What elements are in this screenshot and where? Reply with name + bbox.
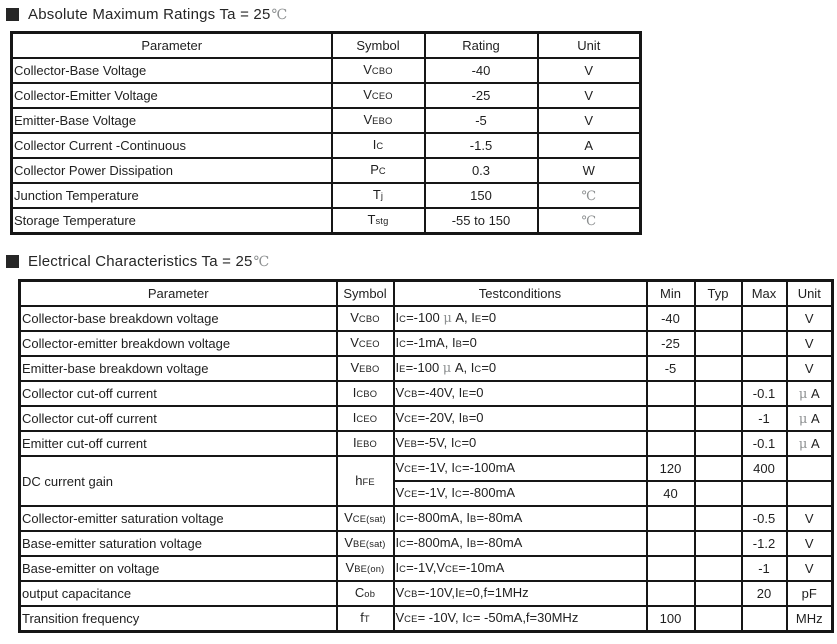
max-cell: -1 <box>742 556 787 581</box>
table-row <box>20 556 833 581</box>
min-cell: 120 <box>647 456 695 481</box>
symbol-cell: Tj <box>332 183 425 208</box>
testconditions-cell: VEB=-5V, IC=0 <box>394 431 647 456</box>
section-bullet-icon <box>6 255 19 268</box>
table-row <box>20 431 833 456</box>
typ-cell <box>695 406 742 431</box>
symbol-cell: VEBO <box>337 356 394 381</box>
min-cell <box>647 406 695 431</box>
symbol-cell: IC <box>332 133 425 158</box>
parameter-cell: Collector-Base Voltage <box>12 58 332 83</box>
unit-cell: V <box>538 83 641 108</box>
testconditions-cell: VCE=-20V, IB=0 <box>394 406 647 431</box>
typ-cell <box>695 556 742 581</box>
abs-max-title-text: Absolute Maximum Ratings Ta = 25 <box>28 6 271 23</box>
parameter-cell: Collector Power Dissipation <box>12 158 332 183</box>
column-header: Unit <box>787 281 833 307</box>
typ-cell <box>695 456 742 481</box>
min-cell: -5 <box>647 356 695 381</box>
min-cell: 100 <box>647 606 695 632</box>
table-row <box>20 306 833 331</box>
column-header: Typ <box>695 281 742 307</box>
unit-cell: ℃ <box>538 208 641 234</box>
rating-cell: 150 <box>425 183 538 208</box>
unit-cell: V <box>787 556 833 581</box>
table-row <box>20 381 833 406</box>
symbol-cell: VCEO <box>337 331 394 356</box>
rating-cell: -25 <box>425 83 538 108</box>
table-row <box>12 183 641 208</box>
symbol-cell: VCBO <box>337 306 394 331</box>
testconditions-cell: IE=-100 μ A, IC=0 <box>394 356 647 381</box>
rating-cell: -40 <box>425 58 538 83</box>
symbol-cell: VEBO <box>332 108 425 133</box>
unit-cell: pF <box>787 581 833 606</box>
parameter-cell: Collector-Emitter Voltage <box>12 83 332 108</box>
unit-cell: MHz <box>787 606 833 632</box>
parameter-cell: Transition frequency <box>20 606 337 632</box>
degree-celsius-symbol: ℃ <box>271 6 288 23</box>
typ-cell <box>695 431 742 456</box>
parameter-cell: DC current gain <box>20 456 337 506</box>
header-row <box>12 33 641 59</box>
column-header: Symbol <box>332 33 425 59</box>
symbol-cell: fT <box>337 606 394 632</box>
testconditions-cell: VCE= -10V, IC= -50mA,f=30MHz <box>394 606 647 632</box>
typ-cell <box>695 331 742 356</box>
table-row <box>20 531 833 556</box>
table-row <box>20 331 833 356</box>
table-row <box>12 108 641 133</box>
table-row <box>20 606 833 632</box>
unit-cell: μ A <box>787 406 833 431</box>
rating-cell: -55 to 150 <box>425 208 538 234</box>
column-header: Parameter <box>12 33 332 59</box>
elec-char-title-text: Electrical Characteristics Ta = 25 <box>28 253 253 270</box>
table-row <box>12 83 641 108</box>
min-cell <box>647 531 695 556</box>
degree-celsius-symbol: ℃ <box>253 253 270 270</box>
typ-cell <box>695 531 742 556</box>
elec-char-section-title <box>0 235 837 270</box>
symbol-cell: hFE <box>337 456 394 506</box>
parameter-cell: Storage Temperature <box>12 208 332 234</box>
unit-cell: V <box>538 108 641 133</box>
symbol-cell: PC <box>332 158 425 183</box>
testconditions-cell: IC=-1V,VCE=-10mA <box>394 556 647 581</box>
testconditions-cell: VCE=-1V, IC=-100mA <box>394 456 647 481</box>
parameter-cell: Collector-emitter breakdown voltage <box>20 331 337 356</box>
unit-cell: V <box>787 356 833 381</box>
symbol-cell: Cob <box>337 581 394 606</box>
parameter-cell: output capacitance <box>20 581 337 606</box>
max-cell: -1 <box>742 406 787 431</box>
parameter-cell: Collector cut-off current <box>20 381 337 406</box>
max-cell <box>742 331 787 356</box>
table-row <box>12 133 641 158</box>
max-cell <box>742 306 787 331</box>
typ-cell <box>695 356 742 381</box>
abs-max-table <box>10 31 642 235</box>
abs-max-section-title <box>0 0 837 23</box>
parameter-cell: Base-emitter on voltage <box>20 556 337 581</box>
parameter-cell: Emitter-base breakdown voltage <box>20 356 337 381</box>
symbol-cell: ICEO <box>337 406 394 431</box>
symbol-cell: VCE(sat) <box>337 506 394 531</box>
elec-char-table <box>18 279 834 633</box>
max-cell: -0.5 <box>742 506 787 531</box>
column-header: Unit <box>538 33 641 59</box>
typ-cell <box>695 381 742 406</box>
symbol-cell: VCBO <box>332 58 425 83</box>
parameter-cell: Junction Temperature <box>12 183 332 208</box>
testconditions-cell: IC=-1mA, IB=0 <box>394 331 647 356</box>
table-row <box>20 581 833 606</box>
unit-cell: W <box>538 158 641 183</box>
typ-cell <box>695 306 742 331</box>
max-cell: -1.2 <box>742 531 787 556</box>
typ-cell <box>695 481 742 506</box>
min-cell <box>647 506 695 531</box>
unit-cell: V <box>787 306 833 331</box>
parameter-cell: Emitter-Base Voltage <box>12 108 332 133</box>
rating-cell: -5 <box>425 108 538 133</box>
header-row <box>20 281 833 307</box>
rating-cell: -1.5 <box>425 133 538 158</box>
column-header: Rating <box>425 33 538 59</box>
symbol-cell: VBE(on) <box>337 556 394 581</box>
min-cell <box>647 556 695 581</box>
max-cell <box>742 356 787 381</box>
min-cell: 40 <box>647 481 695 506</box>
column-header: Symbol <box>337 281 394 307</box>
min-cell: -25 <box>647 331 695 356</box>
max-cell: -0.1 <box>742 381 787 406</box>
max-cell: -0.1 <box>742 431 787 456</box>
column-header: Parameter <box>20 281 337 307</box>
parameter-cell: Base-emitter saturation voltage <box>20 531 337 556</box>
max-cell <box>742 481 787 506</box>
table-row <box>20 456 833 481</box>
rating-cell: 0.3 <box>425 158 538 183</box>
min-cell <box>647 431 695 456</box>
parameter-cell: Emitter cut-off current <box>20 431 337 456</box>
testconditions-cell: VCE=-1V, IC=-800mA <box>394 481 647 506</box>
min-cell <box>647 581 695 606</box>
typ-cell <box>695 506 742 531</box>
parameter-cell: Collector Current -Continuous <box>12 133 332 158</box>
testconditions-cell: VCB=-10V,IE=0,f=1MHz <box>394 581 647 606</box>
min-cell <box>647 381 695 406</box>
unit-cell: A <box>538 133 641 158</box>
table-row <box>12 208 641 234</box>
symbol-cell: VBE(sat) <box>337 531 394 556</box>
unit-cell <box>787 456 833 481</box>
min-cell: -40 <box>647 306 695 331</box>
unit-cell: V <box>538 58 641 83</box>
unit-cell <box>787 481 833 506</box>
testconditions-cell: IC=-800mA, IB=-80mA <box>394 506 647 531</box>
table-row <box>20 406 833 431</box>
column-header: Testconditions <box>394 281 647 307</box>
max-cell: 400 <box>742 456 787 481</box>
unit-cell: V <box>787 531 833 556</box>
column-header: Max <box>742 281 787 307</box>
testconditions-cell: IC=-100 μ A, IE=0 <box>394 306 647 331</box>
table-row <box>12 58 641 83</box>
parameter-cell: Collector-emitter saturation voltage <box>20 506 337 531</box>
max-cell <box>742 606 787 632</box>
parameter-cell: Collector-base breakdown voltage <box>20 306 337 331</box>
testconditions-cell: VCB=-40V, IE=0 <box>394 381 647 406</box>
symbol-cell: IEBO <box>337 431 394 456</box>
column-header: Min <box>647 281 695 307</box>
unit-cell: μ A <box>787 431 833 456</box>
unit-cell: V <box>787 331 833 356</box>
typ-cell <box>695 606 742 632</box>
unit-cell: μ A <box>787 381 833 406</box>
symbol-cell: Tstg <box>332 208 425 234</box>
section-bullet-icon <box>6 8 19 21</box>
table-row <box>20 506 833 531</box>
symbol-cell: VCEO <box>332 83 425 108</box>
symbol-cell: ICBO <box>337 381 394 406</box>
parameter-cell: Collector cut-off current <box>20 406 337 431</box>
unit-cell: ℃ <box>538 183 641 208</box>
max-cell: 20 <box>742 581 787 606</box>
testconditions-cell: IC=-800mA, IB=-80mA <box>394 531 647 556</box>
table-row <box>20 356 833 381</box>
typ-cell <box>695 581 742 606</box>
unit-cell: V <box>787 506 833 531</box>
table-row <box>12 158 641 183</box>
